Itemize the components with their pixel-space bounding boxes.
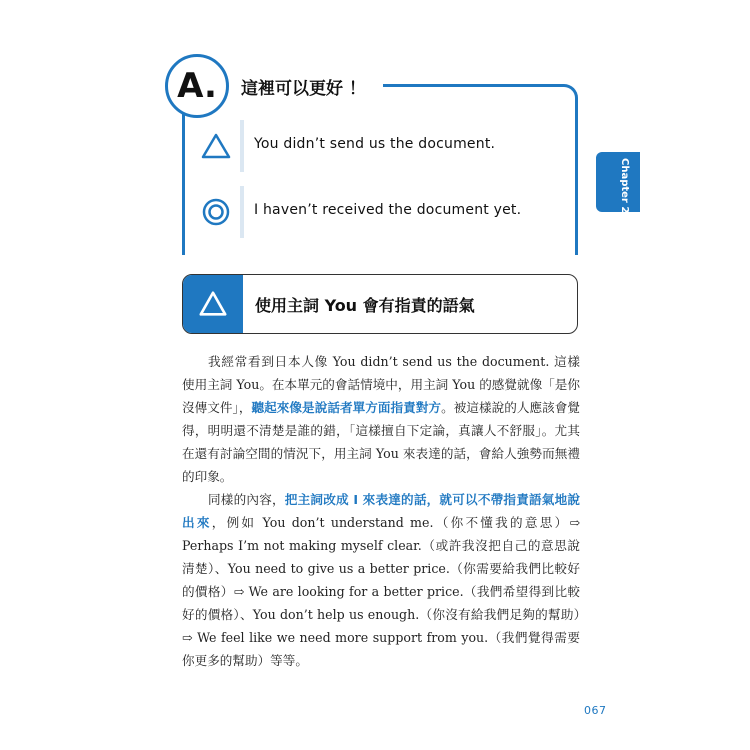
double-circle-icon xyxy=(200,196,232,228)
example-row-good xyxy=(200,186,560,238)
paragraph-text: ，例如 You don’t understand me.（你不懂我的意思）⇨ Perhaps I’m not making myself clear.（或許我沒把自己的意思說清楚）、You need to give us a better price.（你需要給我們比較好的價格）⇨ We are looking for a better price.（我們希望得到比較好的價格）、You don’t help us enough.（你沒有給我們足夠的幫助）⇨ We feel like we need more support from you.（我們覺得需要你更多的幫助）等等。 xyxy=(182,515,581,668)
paragraph-text: 同樣的內容， xyxy=(208,492,285,507)
highlight-text: 把主詞改成 I 來表達的話，就可以不帶指責語氣地說出來 xyxy=(182,492,580,530)
chapter-tab xyxy=(596,152,640,212)
section-title: 這裡可以更好 ！ xyxy=(241,74,372,99)
callout-text: 使用主詞 You 會有指責的語氣 xyxy=(255,296,475,315)
callout-icon-box xyxy=(183,275,243,333)
highlight-text: 聽起來像是說話者單方面指責對方 xyxy=(251,400,442,415)
body-paragraph-2 xyxy=(182,488,580,672)
chapter-label: Chapter 2 xyxy=(619,158,630,214)
paragraph-text: 。被這樣說的人應該會覺得，明明還不清楚是誰的錯，「這樣擅自下定論，真讓人不舒服」。尤其在還有討論空間的情況下，用主詞 You 來表達的話，會給人強勢而無禮的印象。 xyxy=(182,400,581,484)
example-divider xyxy=(240,120,244,172)
example-text-bad: You didn’t send us the document. xyxy=(254,136,496,152)
paragraph-text: 我經常看到日本人像 You didn’t send us the document. 這樣使用主詞 You。在本單元的會話情境中，用主詞 You 的感覺就像「是你沒傳文件」， xyxy=(182,354,580,415)
triangle-icon xyxy=(198,289,228,319)
example-row-bad xyxy=(200,120,560,172)
callout-box xyxy=(182,274,578,334)
page-number: 067 xyxy=(584,704,607,717)
section-badge: A. xyxy=(165,54,229,118)
example-text-good: I haven’t received the document yet. xyxy=(254,202,522,218)
body-paragraph-1 xyxy=(182,350,580,488)
example-divider xyxy=(240,186,244,238)
triangle-icon xyxy=(200,130,232,162)
body-text xyxy=(182,350,580,672)
